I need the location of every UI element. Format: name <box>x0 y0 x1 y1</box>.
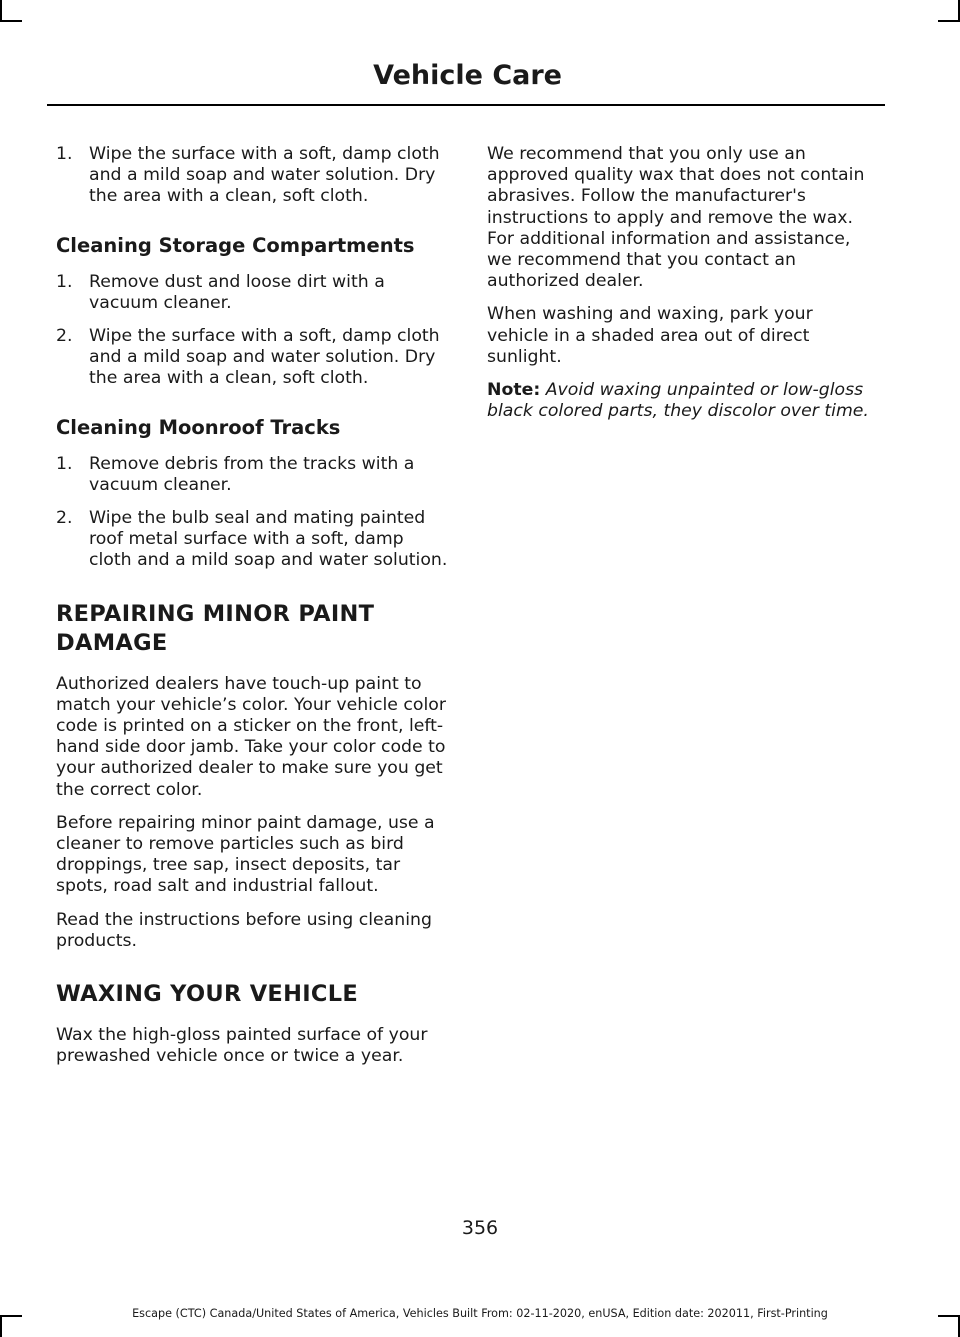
paragraph: Authorized dealers have touch-up paint to match your vehicle’s color. Your vehicle color code is printed on a sticker on the front, left-hand side door jamb. Take your color code to your authorized dealer to make sure you get the correct color. <box>56 673 446 800</box>
step-number: 1. <box>56 453 73 474</box>
section-heading-paint <box>56 600 448 658</box>
crop-mark <box>0 0 2 22</box>
step-text: Wipe the bulb seal and mating painted roof metal surface with a soft, damp cloth and a mild soap and water solution. <box>89 508 448 571</box>
list-item <box>56 454 448 496</box>
list-item <box>56 508 448 572</box>
paragraph: Before repairing minor paint damage, use a cleaner to remove particles such as bird droppings, tree sap, insect deposits, tar spots, road salt and industrial fallout. <box>56 812 435 897</box>
header-divider <box>47 104 885 106</box>
paragraph: Wax the high-gloss painted surface of your prewashed vehicle once or twice a year. <box>56 1025 428 1067</box>
crop-mark <box>938 20 960 22</box>
step-number: 1. <box>56 271 73 292</box>
step-number: 2. <box>56 326 73 347</box>
step-text: Wipe the surface with a soft, damp cloth and a mild soap and water solution. Dry the area with a clean, soft cloth. <box>89 144 440 207</box>
section-heading-waxing: WAXING YOUR VEHICLE <box>56 981 359 1008</box>
list-item <box>56 272 448 314</box>
list-item <box>56 326 448 390</box>
paragraph: When washing and waxing, park your vehicle in a shaded area out of direct sunlight. <box>487 304 813 367</box>
heading-line: DAMAGE <box>56 629 168 656</box>
note-label: Note: <box>487 380 541 401</box>
crop-mark <box>0 20 22 22</box>
heading-line: REPAIRING MINOR PAINT <box>56 600 375 627</box>
step-number: 1. <box>56 144 73 164</box>
list-item <box>56 144 448 208</box>
paragraph: Read the instructions before using cleaning products. <box>56 909 432 951</box>
left-column <box>56 144 448 1079</box>
step-text: Wipe the surface with a soft, damp cloth and a mild soap and water solution. Dry the area with a clean, soft cloth. <box>89 326 440 389</box>
page-title: Vehicle Care <box>373 60 562 91</box>
section-heading-storage: Cleaning Storage Compartments <box>56 233 415 257</box>
note-text: Avoid waxing unpainted or low-gloss black colored parts, they discolor over time. <box>487 380 869 422</box>
step-text: Remove dust and loose dirt with a vacuum cleaner. <box>89 271 385 313</box>
step-text: Remove debris from the tracks with a vacuum cleaner. <box>89 453 415 495</box>
page-number: 356 <box>461 1217 499 1239</box>
paragraph: We recommend that you only use an approved quality wax that does not contain abrasives. Follow the manufacturer's instructions to apply and remove the wax. For additional information and assistance, we recommend that you contact an authorized dealer. <box>487 144 865 292</box>
right-column <box>487 144 879 434</box>
section-heading-moonroof: Cleaning Moonroof Tracks <box>56 415 341 439</box>
note <box>487 380 879 422</box>
step-number: 2. <box>56 508 73 529</box>
footer-text: Escape (CTC) Canada/United States of America, Vehicles Built From: 02-11-2020, enUSA, Edition date: 202011, First-Printing <box>132 1307 828 1320</box>
